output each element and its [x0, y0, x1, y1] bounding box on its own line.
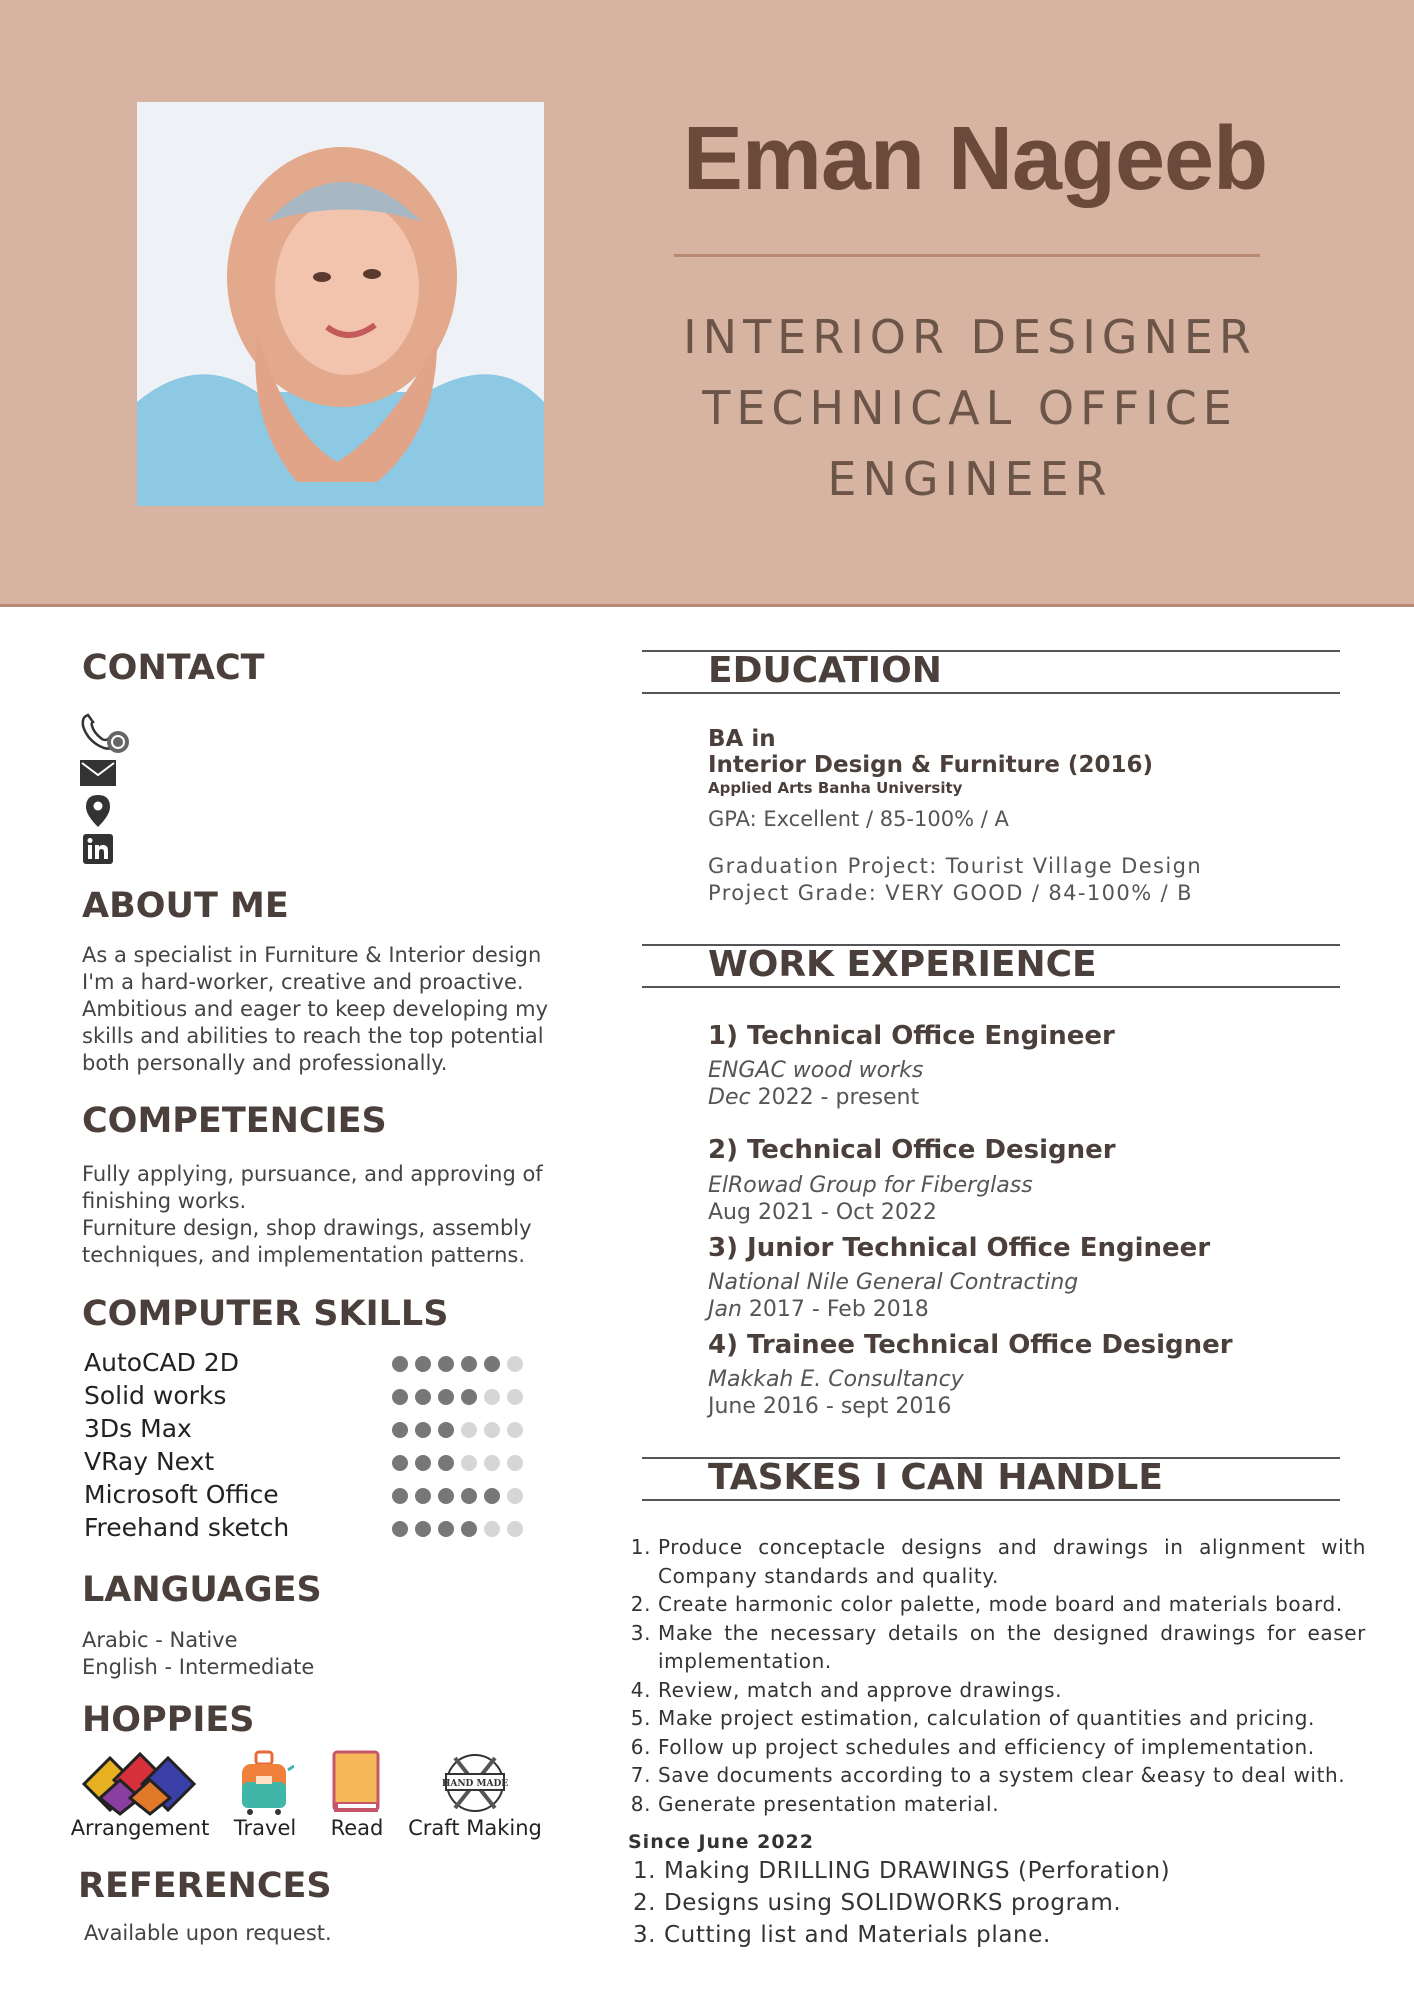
job-2-title: 2) Technical Office Designer	[708, 1135, 1116, 1165]
skill-dot-filled	[415, 1389, 431, 1405]
job-3-date-range: 2017 - Feb 2018	[741, 1297, 929, 1322]
work-heading: WORK EXPERIENCE	[708, 944, 1097, 985]
task-item: 6. Follow up project schedules and efficiency of implementation.	[658, 1733, 1366, 1762]
about-line: Ambitious and eager to keep developing my	[82, 997, 549, 1021]
skill-dot-filled	[415, 1521, 431, 1537]
job-3-date	[708, 1297, 929, 1322]
skill-dot-empty	[484, 1389, 500, 1405]
handmade-badge-icon	[440, 1750, 510, 1820]
skill-dot-empty	[484, 1455, 500, 1471]
about-heading: ABOUT ME	[82, 886, 289, 926]
computer-skills-heading: COMPUTER SKILLS	[82, 1294, 449, 1334]
task-item: 7. Save documents according to a system clear &easy to deal with.	[658, 1761, 1366, 1790]
competencies-text	[82, 1161, 543, 1269]
skill-name: Microsoft Office	[84, 1480, 279, 1509]
job-1-title: 1) Technical Office Engineer	[708, 1021, 1115, 1051]
education-rule-bottom	[642, 692, 1340, 694]
languages-list	[82, 1627, 314, 1681]
skill-dot-filled	[438, 1455, 454, 1471]
skill-dot-filled	[415, 1455, 431, 1471]
competency-line: techniques, and implementation patterns.	[82, 1243, 526, 1267]
job-3-title: 3) Junior Technical Office Engineer	[708, 1233, 1211, 1263]
skill-name: Freehand sketch	[84, 1513, 290, 1542]
skill-dot-empty	[507, 1422, 523, 1438]
skill-dot-filled	[461, 1488, 477, 1504]
job-title-line-2: TECHNICAL OFFICE	[702, 381, 1238, 435]
references-text: Available upon request.	[84, 1921, 332, 1945]
skill-dot-filled	[438, 1356, 454, 1372]
since-task-item: 2. Designs using SOLIDWORKS program.	[664, 1887, 1364, 1919]
about-line: skills and abilities to reach the top potential	[82, 1024, 544, 1048]
skill-dot-filled	[484, 1488, 500, 1504]
skill-dot-filled	[438, 1389, 454, 1405]
skill-level-dots	[392, 1521, 523, 1537]
task-item: 5. Make project estimation, calculation of quantities and pricing.	[658, 1704, 1366, 1733]
skill-name: VRay Next	[84, 1447, 215, 1476]
degree-line-2: Interior Design & Furniture (2016)	[708, 752, 1153, 778]
skill-level-dots	[392, 1455, 523, 1471]
skill-dot-filled	[392, 1521, 408, 1537]
hobby-label-travel: Travel	[233, 1816, 297, 1840]
job-1-date	[708, 1085, 919, 1110]
university: Applied Arts Banha University	[708, 779, 963, 797]
skill-dot-filled	[484, 1356, 500, 1372]
skill-dot-filled	[461, 1521, 477, 1537]
handmade-badge-text: HAND MADE	[441, 1779, 509, 1789]
skill-dot-filled	[392, 1389, 408, 1405]
job-4-company: Makkah E. Consultancy	[708, 1367, 964, 1392]
competency-line: Furniture design, shop drawings, assembly	[82, 1216, 532, 1240]
competency-line: Fully applying, pursuance, and approving of	[82, 1162, 543, 1186]
job-2-date-range: Aug 2021 - Oct 2022	[708, 1200, 937, 1225]
graduation-project: Graduation Project: Tourist Village Design	[708, 854, 1203, 878]
about-text	[82, 942, 548, 1077]
job-1-date-month: Dec	[708, 1085, 751, 1110]
references-heading: REFERENCES	[78, 1866, 332, 1906]
tasks-heading: TASKES I CAN HANDLE	[708, 1457, 1163, 1498]
tasks-rule-bottom	[642, 1499, 1340, 1501]
language-item: English - Intermediate	[82, 1655, 315, 1679]
task-item: 8. Generate presentation material.	[658, 1790, 1366, 1819]
job-2-company: ElRowad Group for Fiberglass	[708, 1173, 1033, 1198]
skill-dot-filled	[392, 1488, 408, 1504]
person-name: Eman Nageeb	[682, 109, 1268, 209]
job-title-line-1: INTERIOR DESIGNER	[683, 310, 1257, 364]
task-item: 2. Create harmonic color palette, mode board and materials board.	[658, 1590, 1366, 1619]
degree-line-1: BA in	[708, 726, 776, 752]
skill-dot-empty	[461, 1422, 477, 1438]
location-pin-icon	[86, 795, 110, 831]
job-4-date	[708, 1394, 951, 1419]
skill-dot-filled	[392, 1356, 408, 1372]
skill-dot-filled	[415, 1422, 431, 1438]
hobby-label-read: Read	[330, 1816, 384, 1840]
about-line: both personally and professionally.	[82, 1051, 448, 1075]
skill-dot-empty	[461, 1455, 477, 1471]
skill-name: 3Ds Max	[84, 1414, 192, 1443]
hobby-label-arrangement: Arrangement	[70, 1816, 210, 1840]
puzzle-icon	[80, 1750, 202, 1820]
skill-name: AutoCAD 2D	[84, 1348, 239, 1377]
language-item: Arabic - Native	[82, 1628, 238, 1652]
job-4-date-range: June 2016 - sept 2016	[708, 1394, 952, 1419]
hobby-label-craft: Craft Making	[408, 1816, 542, 1840]
skill-dot-filled	[392, 1455, 408, 1471]
skill-dot-filled	[415, 1356, 431, 1372]
tasks-list	[632, 1533, 1366, 1818]
skill-level-dots	[392, 1356, 523, 1372]
about-line: I'm a hard-worker, creative and proactive.	[82, 970, 524, 994]
header-band	[0, 0, 1414, 607]
skill-dot-filled	[392, 1422, 408, 1438]
since-label: Since June 2022	[628, 1831, 814, 1853]
competency-line: finishing works.	[82, 1189, 247, 1213]
contact-heading: CONTACT	[82, 648, 265, 688]
skill-dot-empty	[484, 1422, 500, 1438]
task-item: 4. Review, match and approve drawings.	[658, 1676, 1366, 1705]
job-3-date-month: Jan	[708, 1297, 742, 1322]
competencies-heading: COMPETENCIES	[82, 1101, 387, 1141]
job-2-date	[708, 1200, 937, 1225]
skill-dot-empty	[507, 1455, 523, 1471]
job-1-date-range: 2022 - present	[750, 1085, 920, 1110]
skill-dot-filled	[415, 1488, 431, 1504]
skill-level-dots	[392, 1422, 523, 1438]
task-item: 1. Produce conceptacle designs and drawings in alignment with Company standards and quality.	[658, 1533, 1366, 1590]
skill-level-dots	[392, 1488, 523, 1504]
project-grade: Project Grade: VERY GOOD / 84-100% / B	[708, 881, 1193, 905]
skill-dot-empty	[507, 1488, 523, 1504]
since-task-item: 3. Cutting list and Materials plane.	[664, 1919, 1364, 1951]
phone-whatsapp-icon	[80, 712, 132, 760]
skill-dot-filled	[461, 1389, 477, 1405]
book-icon	[332, 1750, 382, 1820]
since-list	[636, 1855, 1364, 1951]
skill-dot-empty	[507, 1521, 523, 1537]
skill-dot-filled	[461, 1356, 477, 1372]
job-title-line-3: ENGINEER	[827, 452, 1113, 506]
suitcase-icon	[236, 1750, 294, 1820]
task-item: 3. Make the necessary details on the designed drawings for easer implementation.	[658, 1619, 1366, 1676]
gpa: GPA: Excellent / 85-100% / A	[708, 807, 1009, 831]
skill-dot-filled	[438, 1422, 454, 1438]
skill-dot-empty	[507, 1389, 523, 1405]
skill-dot-empty	[484, 1521, 500, 1537]
skill-dot-filled	[438, 1521, 454, 1537]
skill-dot-empty	[507, 1356, 523, 1372]
hobbies-heading: HOPPIES	[82, 1700, 255, 1740]
envelope-icon	[80, 760, 116, 790]
linkedin-icon	[83, 834, 113, 868]
job-4-title: 4) Trainee Technical Office Designer	[708, 1330, 1233, 1360]
work-rule-bottom	[642, 986, 1340, 988]
education-heading: EDUCATION	[708, 650, 942, 691]
languages-heading: LANGUAGES	[82, 1570, 322, 1610]
name-divider	[674, 254, 1260, 257]
skill-level-dots	[392, 1389, 523, 1405]
since-task-item: 1. Making DRILLING DRAWINGS (Perforation)	[664, 1855, 1364, 1887]
skill-dot-filled	[438, 1488, 454, 1504]
profile-photo	[137, 102, 544, 506]
about-line: As a specialist in Furniture & Interior design	[82, 943, 542, 967]
job-3-company: National Nile General Contracting	[708, 1270, 1079, 1295]
job-1-company: ENGAC wood works	[708, 1058, 924, 1083]
skill-name: Solid works	[84, 1381, 227, 1410]
